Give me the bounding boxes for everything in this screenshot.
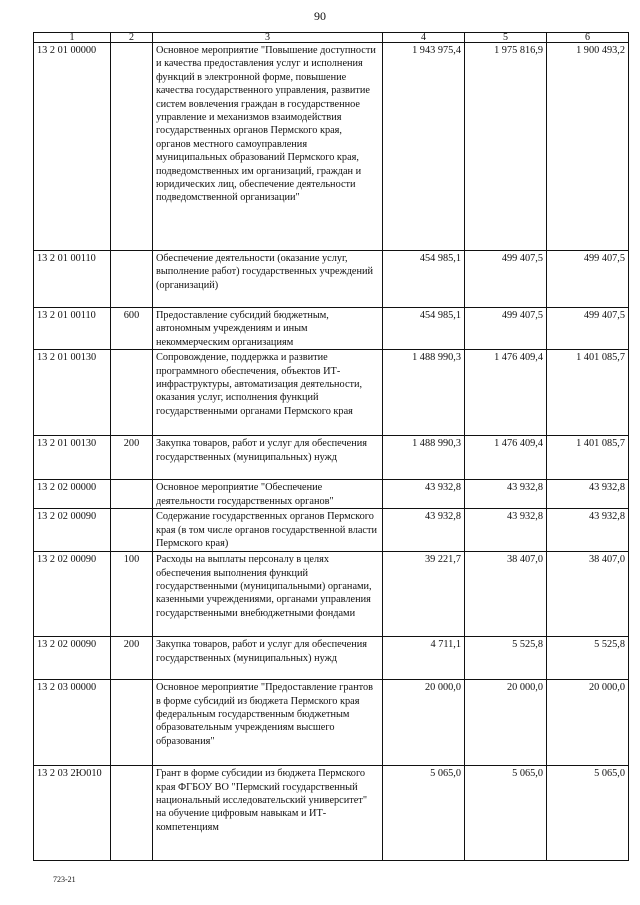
column-number: 6 xyxy=(547,33,629,43)
table-row xyxy=(34,436,629,480)
amount-cell: 39 221,7 xyxy=(383,552,465,637)
amount-cell: 1 488 990,3 xyxy=(383,436,465,480)
target-code-cell: 13 2 01 00130 xyxy=(34,436,111,480)
name-cell: Основное мероприятие "Повышение доступности и качества предоставления услуг и исполнения функций в электронной форме, повышение качества государственного управления, развитие систем вовлечения граждан в государственное управление и механизмов взаимодействия государственных органов Пермского края, органов местного самоуправления муниципальных образований Пермского края, подведомственных им организаций, граждан и юридических лиц, обеспечение деятельности подведомственной организации" xyxy=(153,43,383,251)
name-cell: Обеспечение деятельности (оказание услуг, выполнение работ) государственных учреждений (организаций) xyxy=(153,251,383,308)
expense-type-cell: 200 xyxy=(111,637,153,680)
name-cell: Предоставление субсидий бюджетным, автономным учреждениям и иным некоммерческим организациям xyxy=(153,308,383,350)
target-code-cell: 13 2 01 00130 xyxy=(34,350,111,436)
expense-type-cell xyxy=(111,766,153,861)
amount-cell: 499 407,5 xyxy=(465,308,547,350)
name-cell: Закупка товаров, работ и услуг для обеспечения государственных (муниципальных) нужд xyxy=(153,637,383,680)
expense-type-cell: 200 xyxy=(111,436,153,480)
expense-type-cell xyxy=(111,680,153,766)
target-code-cell: 13 2 01 00000 xyxy=(34,43,111,251)
amount-cell: 5 065,0 xyxy=(547,766,629,861)
column-number: 4 xyxy=(383,33,465,43)
expense-type-cell xyxy=(111,251,153,308)
table-row xyxy=(34,251,629,308)
name-cell: Расходы на выплаты персоналу в целях обеспечения выполнения функций государственными (муниципальными) органами, казенными учреждениями, органами управления государственными внебюджетными фондами xyxy=(153,552,383,637)
target-code-cell: 13 2 02 00000 xyxy=(34,480,111,509)
table-row xyxy=(34,766,629,861)
amount-cell: 20 000,0 xyxy=(547,680,629,766)
name-cell: Закупка товаров, работ и услуг для обеспечения государственных (муниципальных) нужд xyxy=(153,436,383,480)
table-row xyxy=(34,509,629,552)
name-cell: Основное мероприятие "Обеспечение деятельности государственных органов" xyxy=(153,480,383,509)
column-number: 3 xyxy=(153,33,383,43)
amount-cell: 454 985,1 xyxy=(383,251,465,308)
amount-cell: 1 943 975,4 xyxy=(383,43,465,251)
expense-type-cell xyxy=(111,350,153,436)
amount-cell: 5 525,8 xyxy=(465,637,547,680)
amount-cell: 1 476 409,4 xyxy=(465,350,547,436)
amount-cell: 454 985,1 xyxy=(383,308,465,350)
amount-cell: 499 407,5 xyxy=(547,251,629,308)
amount-cell: 1 401 085,7 xyxy=(547,350,629,436)
table-row xyxy=(34,43,629,251)
table-row xyxy=(34,308,629,350)
amount-cell: 43 932,8 xyxy=(465,480,547,509)
target-code-cell: 13 2 02 00090 xyxy=(34,552,111,637)
expense-type-cell xyxy=(111,43,153,251)
amount-cell: 43 932,8 xyxy=(547,509,629,552)
name-cell: Содержание государственных органов Пермского края (в том числе органов государственной власти Пермского края) xyxy=(153,509,383,552)
column-number-row xyxy=(34,33,629,43)
amount-cell: 4 711,1 xyxy=(383,637,465,680)
amount-cell: 20 000,0 xyxy=(465,680,547,766)
amount-cell: 43 932,8 xyxy=(383,480,465,509)
amount-cell: 1 488 990,3 xyxy=(383,350,465,436)
amount-cell: 5 065,0 xyxy=(465,766,547,861)
column-number: 5 xyxy=(465,33,547,43)
expense-type-cell xyxy=(111,480,153,509)
target-code-cell: 13 2 03 2Ю010 xyxy=(34,766,111,861)
amount-cell: 5 065,0 xyxy=(383,766,465,861)
target-code-cell: 13 2 03 00000 xyxy=(34,680,111,766)
amount-cell: 43 932,8 xyxy=(547,480,629,509)
amount-cell: 38 407,0 xyxy=(465,552,547,637)
target-code-cell: 13 2 02 00090 xyxy=(34,637,111,680)
table-row xyxy=(34,637,629,680)
name-cell: Основное мероприятие "Предоставление грантов в форме субсидий из бюджета Пермского края федеральным государственным бюджетным образовательным учреждениям высшего образования" xyxy=(153,680,383,766)
expense-type-cell: 100 xyxy=(111,552,153,637)
amount-cell: 5 525,8 xyxy=(547,637,629,680)
amount-cell: 1 975 816,9 xyxy=(465,43,547,251)
amount-cell: 43 932,8 xyxy=(383,509,465,552)
amount-cell: 20 000,0 xyxy=(383,680,465,766)
budget-table xyxy=(33,32,629,861)
table-row xyxy=(34,680,629,766)
page-number: 90 xyxy=(314,9,326,23)
amount-cell: 1 900 493,2 xyxy=(547,43,629,251)
target-code-cell: 13 2 02 00090 xyxy=(34,509,111,552)
column-number: 2 xyxy=(111,33,153,43)
amount-cell: 1 476 409,4 xyxy=(465,436,547,480)
expense-type-cell: 600 xyxy=(111,308,153,350)
amount-cell: 499 407,5 xyxy=(465,251,547,308)
name-cell: Сопровождение, поддержка и развитие программного обеспечения, объектов ИТ-инфраструктуры, автоматизация деятельности, оказания услуг, исполнения функций государственными органами Пермского края xyxy=(153,350,383,436)
amount-cell: 1 401 085,7 xyxy=(547,436,629,480)
amount-cell: 38 407,0 xyxy=(547,552,629,637)
column-number: 1 xyxy=(34,33,111,43)
table-row xyxy=(34,350,629,436)
amount-cell: 499 407,5 xyxy=(547,308,629,350)
amount-cell: 43 932,8 xyxy=(465,509,547,552)
document-footer-code: 723-21 xyxy=(53,875,76,884)
table-row xyxy=(34,552,629,637)
name-cell: Грант в форме субсидии из бюджета Пермского края ФГБОУ ВО "Пермский государственный национальный исследовательский университет" на обучение цифровым навыкам и ИТ-компетенциям xyxy=(153,766,383,861)
expense-type-cell xyxy=(111,509,153,552)
target-code-cell: 13 2 01 00110 xyxy=(34,251,111,308)
table-row xyxy=(34,480,629,509)
target-code-cell: 13 2 01 00110 xyxy=(34,308,111,350)
